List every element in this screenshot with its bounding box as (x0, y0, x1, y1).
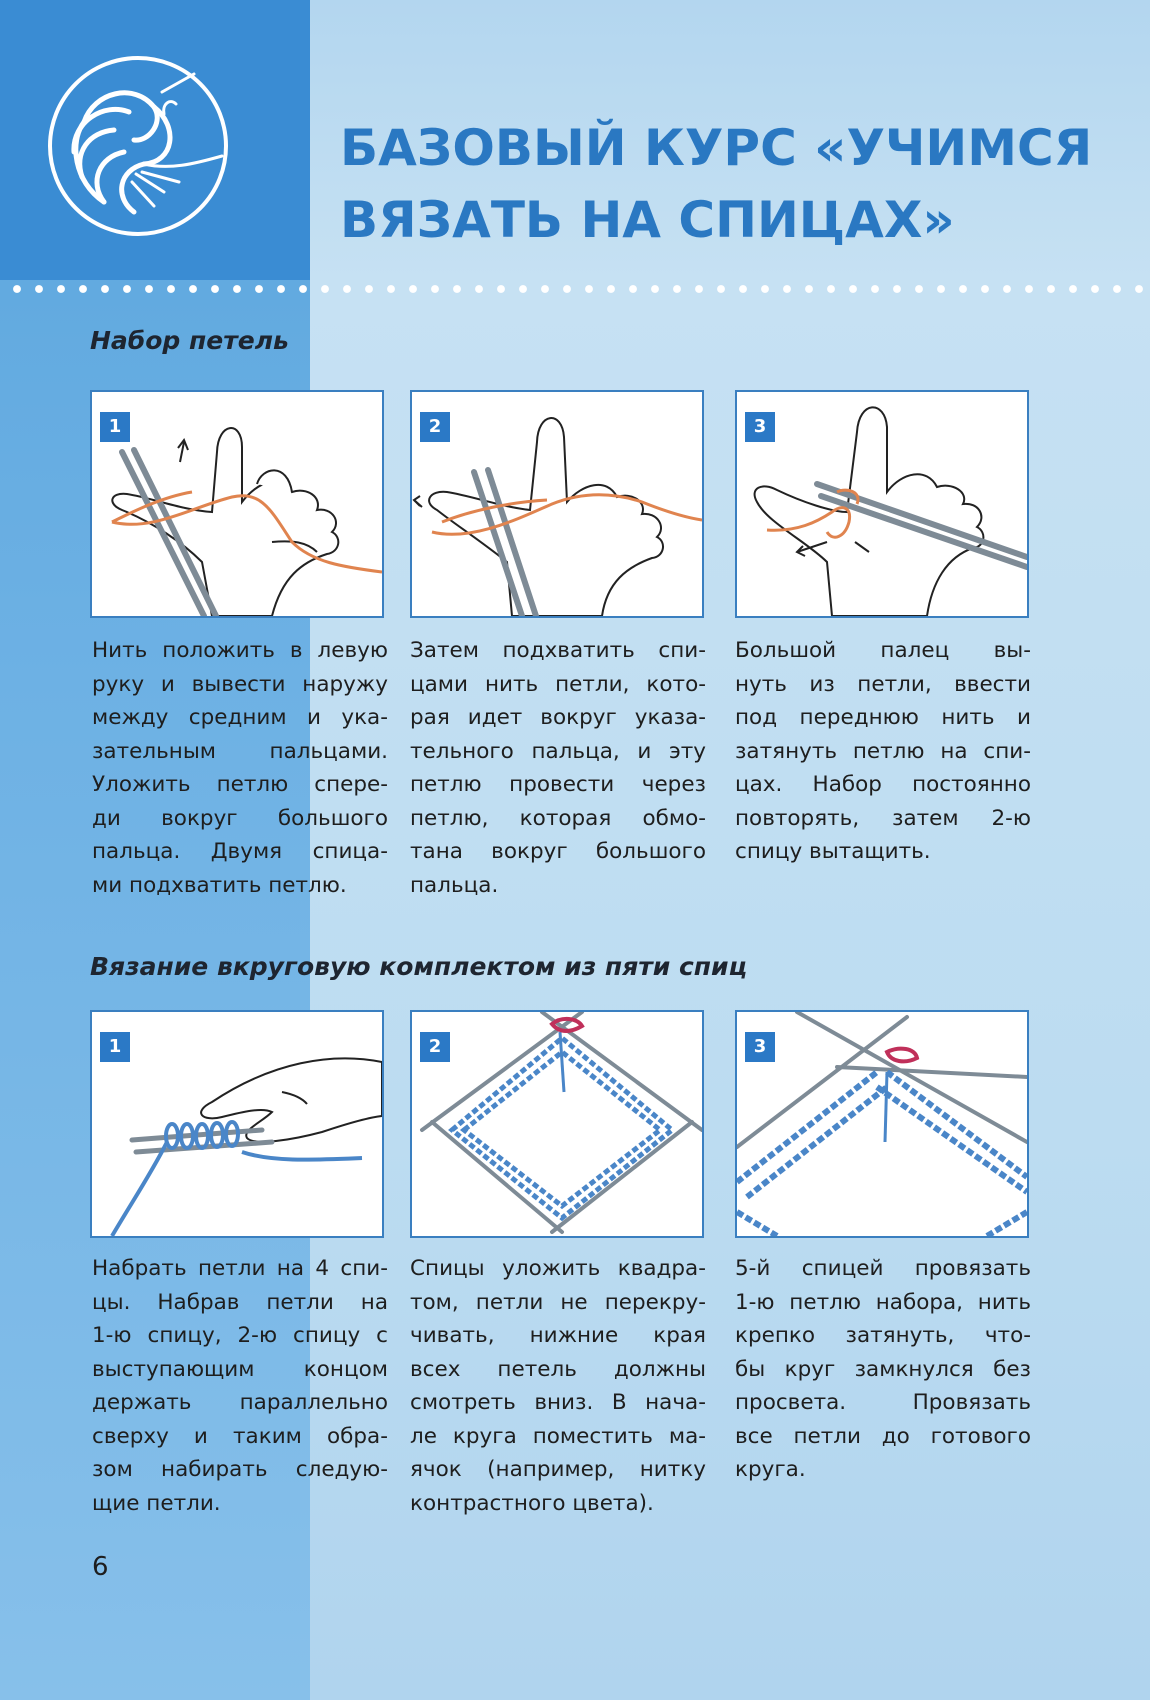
hand-needles-icon (92, 392, 382, 616)
hand-stitches-icon (92, 1012, 382, 1236)
text-line: 1-ю спицу, 2-ю спицу с (92, 1323, 388, 1348)
text-line: Большой палец вы- (735, 638, 1031, 663)
text-line: Уложить петлю спере- (92, 772, 388, 797)
yarn-logo-icon (44, 52, 232, 240)
text-line: держать параллельно (92, 1390, 388, 1415)
section-title-cast-on: Набор петель (90, 326, 289, 355)
text-line: тана вокруг большого (410, 839, 706, 864)
page-title-line-1: БАЗОВЫЙ КУРС «УЧИМСЯ (340, 119, 1093, 177)
step-badge: 2 (420, 412, 450, 442)
step-text-cast-on-1 (92, 634, 388, 902)
step-badge: 3 (745, 412, 775, 442)
text-line: между средним и ука- (92, 705, 388, 730)
section-title-circular-knitting: Вязание вкруговую комплектом из пяти спиц (90, 952, 748, 981)
page-number: 6 (92, 1552, 109, 1582)
text-line: Нить положить в левую (92, 638, 388, 663)
text-line: смотреть вниз. В нача- (410, 1390, 706, 1415)
step-text-cast-on-2 (410, 634, 706, 902)
illustration-circular-step-3 (735, 1010, 1029, 1238)
text-line: цами нить петли, кото- (410, 671, 706, 697)
text-line: цы. Набрав петли на (92, 1289, 388, 1315)
text-line: все петли до готового (735, 1423, 1031, 1449)
text-line: Затем подхватить спи- (410, 638, 706, 663)
hand-needles-icon (737, 392, 1027, 616)
step-text-circular-2 (410, 1252, 706, 1520)
needle-square-icon (412, 1012, 702, 1236)
illustration-circular-step-1 (90, 1010, 384, 1238)
text-line: выступающим концом (92, 1356, 388, 1382)
text-line: пальца. Двумя спица- (92, 839, 388, 864)
text-line: тельного пальца, и эту (410, 738, 706, 764)
needle-square-icon (737, 1012, 1027, 1236)
text-line: всех петель должны (410, 1356, 706, 1382)
step-text-circular-1 (92, 1252, 388, 1520)
text-line: ле круга поместить ма- (410, 1423, 706, 1449)
text-line: повторять, затем 2-ю (735, 805, 1031, 831)
text-line: петлю провести через (410, 772, 706, 797)
text-line: зом набирать следую- (92, 1457, 388, 1482)
text-line: сверху и таким обра- (92, 1423, 388, 1449)
text-line: затянуть петлю на спи- (735, 738, 1031, 764)
step-badge: 1 (100, 1032, 130, 1062)
text-line: 5-й спицей провязать (735, 1256, 1031, 1281)
step-badge: 3 (745, 1032, 775, 1062)
illustration-circular-step-2 (410, 1010, 704, 1238)
text-line: цах. Набор постоянно (735, 772, 1031, 797)
text-line: пальца. (410, 872, 499, 898)
text-line: щие петли. (92, 1490, 221, 1516)
text-line: том, петли не перекру- (410, 1289, 706, 1315)
text-line: крепко затянуть, что- (735, 1323, 1031, 1348)
text-line: чивать, нижние края (410, 1323, 706, 1348)
text-line: нуть из петли, ввести (735, 671, 1031, 697)
text-line: круга. (735, 1457, 806, 1482)
text-line: руку и вывести наружу (92, 671, 388, 697)
step-badge: 1 (100, 412, 130, 442)
hand-needles-icon (412, 392, 702, 616)
text-line: контрастного цвета). (410, 1490, 654, 1516)
illustration-cast-on-step-2 (410, 390, 704, 618)
step-badge: 2 (420, 1032, 450, 1062)
page-title (340, 112, 1120, 256)
text-line: Спицы уложить квадра- (410, 1256, 706, 1281)
illustration-cast-on-step-3 (735, 390, 1029, 618)
text-line: спицу вытащить. (735, 839, 931, 864)
step-text-cast-on-3 (735, 634, 1031, 869)
dotted-divider (0, 283, 1150, 295)
step-text-circular-3 (735, 1252, 1031, 1487)
text-line: 1-ю петлю набора, нить (735, 1289, 1031, 1315)
text-line: ми подхватить петлю. (92, 872, 347, 898)
page-title-line-2: ВЯЗАТЬ НА СПИЦАХ» (340, 191, 955, 249)
text-line: просвета. Провязать (735, 1390, 1031, 1415)
text-line: зательным пальцами. (92, 738, 388, 764)
text-line: рая идет вокруг указа- (410, 705, 706, 730)
text-line: Набрать петли на 4 спи- (92, 1256, 388, 1281)
illustration-cast-on-step-1 (90, 390, 384, 618)
text-line: бы круг замкнулся без (735, 1356, 1031, 1382)
text-line: ячок (например, нитку (410, 1457, 706, 1482)
text-line: петлю, которая обмо- (410, 805, 706, 831)
text-line: под переднюю нить и (735, 705, 1031, 730)
text-line: ди вокруг большого (92, 805, 388, 831)
